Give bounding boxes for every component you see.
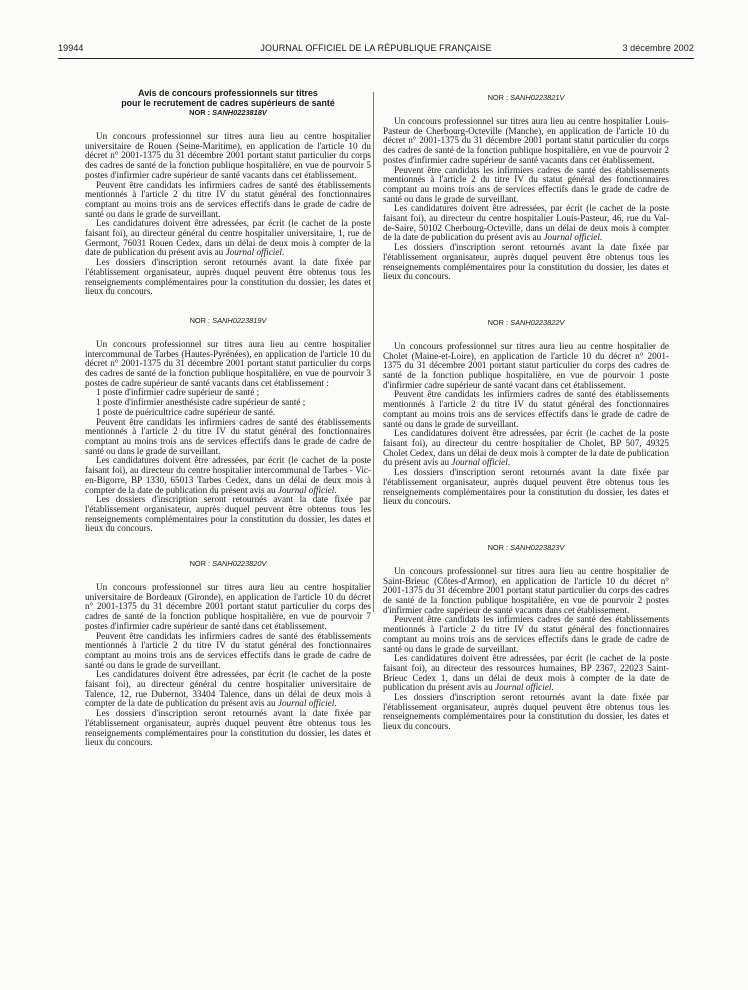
- nor-reference: [85, 108, 371, 118]
- notice-paragraph-1: Un concours professionnel sur titres aura lieu au centre hospitalier universitaire de Bordeaux (Gironde), en application de l'article 10 du décret n° 2001-1375 du 31 décembre 2001 portant statut particulier du corps des cadres de santé de la fonction publique hospitalière, en vue de pourvoir 7 postes d'infirmier cadre supérieur de santé dans cet établissement.: [85, 582, 371, 631]
- period: .: [507, 457, 511, 468]
- notice-saint-brieuc: [383, 543, 669, 732]
- post-list: [85, 388, 371, 417]
- page-number: 19944: [58, 43, 84, 53]
- nor-reference: [85, 559, 371, 569]
- left-column: [85, 78, 371, 748]
- section-title-line2: pour le recrutement de cadres supérieurs de santé: [121, 98, 335, 108]
- notice-cholet: [383, 318, 669, 507]
- nor-code: SANH0223823V: [510, 542, 565, 552]
- notice-paragraph-2: Peuvent être candidats les infirmiers cadres de santé des établissements mentionnés à l'article 2 du titre IV du statut général des fonctionnaires comptant au moins trois ans de services effectifs dans le grade de cadre de santé ou dans le grade de surveillant.: [383, 389, 669, 429]
- post-item: 1 poste de puéricultrice cadre supérieur de santé.: [96, 406, 276, 417]
- notice-paragraph-3: [383, 429, 669, 468]
- post-item: 1 poste d'infirmier cadre supérieur de santé ;: [96, 387, 260, 398]
- notice-paragraph-4: Les dossiers d'inscription seront retournés avant la date fixée par l'établissement organisateur, auprès duquel peuvent être obtenus tous les renseignements complémentaires pour la constitution du dossier, les dates et lieux du concours.: [85, 708, 371, 748]
- period: .: [281, 247, 285, 258]
- notice-paragraph-3-text: Les candidatures doivent être adressées, par écrit (le cachet de la poste faisant foi), au directeur du centre hospitalier intercommunal de Tarbes - Vic-en-Bigorre, BP 1330, 65013 Tarbes Cedex, dans un délai de deux mois à compter de la date de publication du présent avis au: [85, 455, 371, 495]
- notice-cherbourg: [383, 93, 669, 282]
- nor-reference: [383, 543, 669, 553]
- notice-tarbes: [85, 316, 371, 534]
- nor-code: SANH0223818V: [212, 108, 267, 117]
- nor-code: SANH0223820V: [212, 559, 267, 569]
- notice-paragraph-3-text: Les candidatures doivent être adressées, par écrit (le cachet de la poste faisant foi), au directeur des ressources humaines, BP 2367, 22023 Saint-Brieuc Cedex 1, dans un délai de deux mois à compter de la date de publication du présent avis au: [383, 653, 669, 693]
- notice-rouen: [85, 108, 371, 297]
- section-title: [85, 78, 371, 108]
- notice-paragraph-3: [85, 670, 371, 709]
- journal-reference: Journal officiel: [451, 457, 508, 468]
- right-column: [383, 78, 669, 732]
- notice-paragraph-2: Peuvent être candidats les infirmiers cadres de santé des établissements mentionnés à l'article 2 du titre IV du statut général des fonctionnaires comptant au moins trois ans de services effectifs dans le grade de cadre de santé ou dans le grade de surveillant.: [85, 630, 371, 670]
- journal-reference: Journal officiel: [277, 698, 335, 709]
- notice-paragraph-3: [85, 219, 371, 258]
- nor-label: NOR :: [189, 108, 213, 117]
- journal-reference: Journal officiel: [225, 247, 282, 258]
- notice-paragraph-1: Un concours professionnel sur titres aura lieu au centre hospitalier Louis-Pasteur de Cherbourg-Octeville (Manche), en application de l'article 10 du décret n° 2001-1375 du 31 décembre 2001 portant statut particulier du corps des cadres de santé de la fonction publique hospitalière, en vue de pourvoir 2 postes d'infirmier cadre supérieur de santé vacants dans cet établissement.: [383, 116, 669, 165]
- column-rule: [373, 92, 374, 612]
- nor-code: SANH0223819V: [212, 315, 267, 325]
- section-title-line1: Avis de concours professionnels sur titres: [138, 88, 318, 98]
- nor-label: NOR :: [487, 93, 511, 102]
- notice-paragraph-4: Les dossiers d'inscription seront retournés avant la date fixée par l'établissement organisateur, auprès duquel peuvent être obtenus tous les renseignements complémentaires pour la constitution du dossier, les dates et lieux du concours.: [383, 242, 669, 282]
- notice-bordeaux: [85, 559, 371, 748]
- notice-paragraph-3-text: Les candidatures doivent être adressées, par écrit (le cachet de la poste faisant foi), au directeur général du centre hospitalier universitaire de Talence, 12, rue Dubernot, 33404 Talence, dans un délai de deux mois à compter de la date de publication du présent avis au: [85, 669, 371, 709]
- notice-paragraph-4: Les dossiers d'inscription seront retournés avant la date fixée par l'établissement organisateur, auprès duquel peuvent être obtenus tous les renseignements complémentaires pour la constitution du dossier, les dates et lieux du concours.: [383, 467, 669, 507]
- period: .: [599, 232, 603, 243]
- notice-paragraph-4: Les dossiers d'inscription seront retournés avant la date fixée par l'établissement organisateur, auprès duquel peuvent être obtenus tous les renseignements complémentaires pour la constitution du dossier, les dates et lieux du concours.: [85, 494, 371, 534]
- period: .: [551, 682, 554, 693]
- notice-paragraph-4: Les dossiers d'inscription seront retournés avant la date fixée par l'établissement organisateur, auprès duquel peuvent être obtenus tous les renseignements complémentaires pour la constitution du dossier, les dates et lieux du concours.: [383, 692, 669, 732]
- running-head: [58, 43, 694, 59]
- notice-paragraph-2: Peuvent être candidats les infirmiers cadres de santé des établissements mentionnés à l'article 2 du titre IV du statut général des fonctionnaires comptant au moins trois ans de services effectifs dans le grade de cadre de santé ou dans le grade de surveillant.: [85, 416, 371, 456]
- nor-reference: [85, 316, 371, 326]
- notice-paragraph-3-text: Les candidatures doivent être adressées, par écrit (le cachet de la poste faisant foi), au directeur du centre hospitalier de Cholet, BP 507, 49325 Cholet Cedex, dans un délai de deux mois à compter de la date de publication du présent avis au: [383, 428, 669, 468]
- notice-paragraph-1: Un concours professionnel sur titres aura lieu au centre hospitalier de Cholet (Maine-et-Loire), en application de l'article 10 du décret n° 2001-1375 du 31 décembre 2001 portant statut particulier du corps des cadres de santé de la fonction publique hospitalière, en vue de pourvoir 1 poste d'infirmier cadre supérieur de santé vacant dans cet établissement.: [383, 340, 669, 390]
- journal-reference: Journal officiel: [495, 682, 552, 693]
- notice-paragraph-3: [383, 654, 669, 693]
- notice-paragraph-2: Peuvent être candidats les infirmiers cadres de santé des établissements mentionnés à l'article 2 du titre IV du statut général des fonctionnaires comptant au moins trois ans de services effectifs dans le grade de cadre de santé ou dans le grade de surveillant.: [85, 179, 371, 219]
- journal-reference: Journal officiel: [543, 232, 600, 243]
- notice-paragraph-1: Un concours professionnel sur titres aura lieu au centre hospitalier de Saint-Brieuc (Côtes-d'Armor), en application de l'article 10 du décret n° 2001-1375 du 31 décembre 2001 portant statut particulier du corps des cadres de santé de la fonction publique hospitalière, en vue de pourvoir 2 postes d'infirmier cadre supérieur de santé vacants dans cet établissement.: [383, 565, 670, 615]
- notice-paragraph-2: Peuvent être candidats les infirmiers cadres de santé des établissements mentionnés à l'article 2 du titre IV du statut général des fonctionnaires comptant au moins trois ans de services effectifs dans le grade de cadre de santé ou dans le grade de surveillant.: [383, 164, 669, 204]
- notice-paragraph-3: [383, 204, 669, 243]
- notice-paragraph-4: Les dossiers d'inscription seront retournés avant la date fixée par l'établissement organisateur, auprès duquel peuvent être obtenus tous les renseignements complémentaires pour la constitution du dossier, les dates et lieux du concours.: [85, 257, 371, 297]
- notice-paragraph-2: Peuvent être candidats les infirmiers cadres de santé des établissements mentionnés à l'article 2 du titre IV du statut général des fonctionnaires comptant au moins trois ans de services effectifs dans le grade de cadre de santé ou dans le grade de surveillant.: [383, 614, 669, 654]
- notice-paragraph-3-text: Les candidatures doivent être adressées, par écrit (le cachet de la poste faisant foi), au directeur du centre hospitalier Louis-Pasteur, 46, rue du Val-de-Saire, 50102 Cherbourg-Octeville, dans un délai de deux mois à compter de la date de publication du présent avis au: [383, 203, 669, 243]
- nor-code: SANH0223821V: [510, 93, 565, 102]
- period: .: [334, 698, 337, 709]
- post-item: 1 poste d'infirmier anesthésiste cadre supérieur de santé ;: [96, 397, 306, 408]
- journal-title: JOURNAL OFFICIEL DE LA RÉPUBLIQUE FRANÇAISE: [260, 43, 492, 53]
- nor-code: SANH0223822V: [510, 317, 565, 327]
- nor-label: NOR :: [487, 542, 511, 552]
- issue-date: 3 décembre 2002: [622, 43, 694, 53]
- nor-label: NOR :: [189, 315, 213, 325]
- notice-paragraph-1: Un concours professionnel sur titres aura lieu au centre hospitalier intercommunal de Tarbes (Hautes-Pyrénées), en application de l'article 10 du décret n° 2001-1375 du 31 décembre 2001 portant statut particulier du corps des cadres de santé de la fonction publique hospitalière, en vue de pourvoir 3 postes de cadre supérieur de santé vacants dans cet établissement :: [85, 338, 371, 388]
- nor-reference: [383, 318, 669, 328]
- nor-reference: [383, 93, 669, 103]
- notice-paragraph-1: Un concours professionnel sur titres aura lieu au centre hospitalier universitaire de Rouen (Seine-Maritime), en application de l'article 10 du décret n° 2001-1375 du 31 décembre 2001 portant statut particulier du corps des cadres de santé de la fonction publique hospitalière, en vue de pourvoir 5 postes d'infirmier cadre supérieur de santé vacants dans cet établissement.: [85, 131, 371, 180]
- nor-label: NOR :: [487, 317, 511, 327]
- notice-paragraph-3-text: Les candidatures doivent être adressées, par écrit (le cachet de la poste faisant foi), au directeur général du centre hospitalier universitaire, 1, rue de Germont, 76031 Rouen Cedex, dans un délai de deux mois à compter de la date de publication du présent avis au: [85, 218, 371, 258]
- notice-paragraph-3: [85, 456, 371, 495]
- nor-label: NOR :: [189, 559, 213, 569]
- journal-reference: Journal officiel: [277, 484, 335, 495]
- period: .: [334, 484, 337, 495]
